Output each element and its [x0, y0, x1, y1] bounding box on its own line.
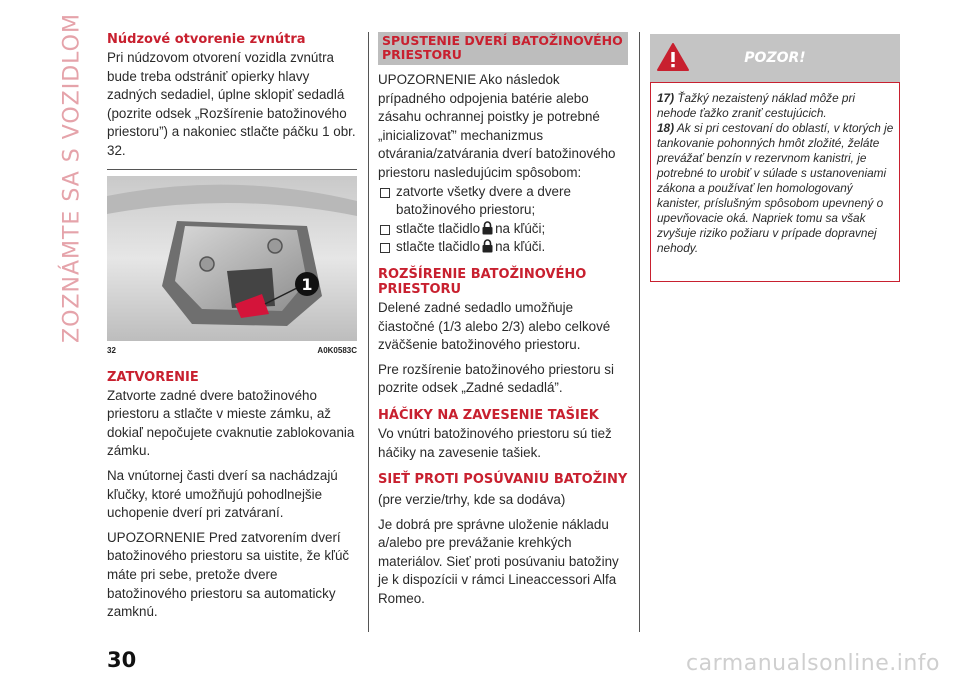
column-divider: [368, 32, 369, 632]
lock-icon: [482, 239, 493, 253]
heading-emergency-opening: Núdzové otvorenie zvnútra: [107, 32, 306, 47]
checkbox-bullet-icon: [380, 225, 390, 235]
heading-closing: ZATVORENIE: [107, 369, 199, 385]
checkbox-bullet-icon: [380, 243, 390, 253]
paragraph: Vo vnútri batožinového priestoru sú tiež háčiky na zavesenie tašiek.: [378, 425, 612, 460]
warning-note: 18) Ak si pri cestovaní do oblastí, v ktorých je tankovanie pohonných hmôt zložité, želáte prevážať benzín v rezervnom kanistri, je potrebné to urobiť v súlade s ustanoveniami zákona a používať len homologovaný kanister, príslušným spôsobom upevnený o upevňovacie oká. Napriek tomu sa však zvyšuje riziko požiaru v prípade dopravnej nehody.: [657, 121, 894, 255]
warning-header: [650, 34, 900, 82]
paragraph: Na vnútornej časti dverí sa nachádzajú kľučky, ktoré umožňujú pohodlnejšie uchopenie dverí pri zatváraní.: [107, 467, 338, 521]
page-number: 30: [107, 648, 137, 672]
paragraph: Pri núdzovom otvorení vozidla zvnútra bude treba odstrániť opierky hlavy zadných sedadiel, úplne sklopiť sedadlá (pozrite odsek „Rozšírenie batožinového priestoru”) a nakoniec stlačte páčku 1 obr. 32.: [107, 50, 356, 158]
figure-32: [107, 169, 357, 360]
heading-expanding-luggage-compartment: ROZŠÍRENIE BATOŽINOVÉHO PRIESTORU: [378, 266, 587, 297]
paragraph: UPOZORNENIE Pred zatvorením dverí batožinového priestoru sa uistite, že kľúč máte pri sebe, pretože dvere batožinového priestoru sa automaticky zamknú.: [107, 529, 350, 620]
paragraph: Je dobrá pre správne uloženie nákladu a/alebo pre prevážanie krehkých materiálov. Sieť proti posúvaniu batožiny je k dispozícii v rámci Lineaccessori Alfa Romeo.: [378, 516, 619, 607]
warning-title: POZOR!: [744, 50, 806, 66]
paragraph: Delené zadné sedadlo umožňuje čiastočné (1/3 alebo 2/3) alebo celkové zväčšenie batožinového priestoru.: [378, 299, 611, 353]
heading-luggage-net: SIEŤ PROTI POSÚVANIU BATOŽINY: [378, 472, 628, 488]
lock-icon: [482, 221, 493, 235]
column-right: [650, 32, 900, 282]
figure-callout-1: 1: [301, 274, 313, 294]
list-item: stlačte tlačidlo na kľúči;: [378, 220, 628, 239]
figure-number: 32: [107, 345, 116, 355]
heading-bag-hooks: HÁČIKY NA ZAVESENIE TAŠIEK: [378, 407, 599, 423]
side-section-title-text: ZOZNÁMTE SA S VOZIDLOM: [59, 13, 85, 343]
warning-body: [650, 82, 900, 282]
tailgate-latch-photo: [107, 176, 357, 341]
paragraph: (pre verzie/trhy, kde sa dodáva): [378, 492, 566, 508]
list-item: zatvorte všetky dvere a dvere batožinového priestoru;: [378, 183, 628, 220]
checkbox-bullet-icon: [380, 188, 390, 198]
warning-note: 17) Ťažký nezaistený náklad môže pri nehode ťažko zraniť cestujúcich.: [657, 91, 856, 120]
column-middle: [378, 32, 628, 615]
list-item: stlačte tlačidlo na kľúči.: [378, 238, 628, 257]
column-divider: [639, 32, 640, 632]
side-section-title: [52, 13, 92, 343]
figure-code: A0K0583C: [317, 345, 357, 355]
paragraph: UPOZORNENIE Ako následok prípadného odpojenia batérie alebo zásahu ochrannej poistky je potrebné „inicializovať” mechanizmus otvárania/zatvárania dverí batožinového priestoru nasledujúcim spôsobom:: [378, 72, 616, 180]
watermark: carmanualsonline.info: [686, 651, 940, 676]
heading-tailgate-initialization: SPUSTENIE DVERÍ BATOŽINOVÉHO PRIESTORU: [378, 32, 628, 65]
paragraph: Pre rozšírenie batožinového priestoru si pozrite odsek „Zadné sedadlá”.: [378, 361, 614, 396]
paragraph: Zatvorte zadné dvere batožinového priestoru a stlačte v mieste zámku, až dokiaľ nepočujete cvaknutie zablokovania zámku.: [107, 387, 355, 459]
column-left: [107, 32, 357, 628]
figure-caption: [107, 346, 357, 358]
